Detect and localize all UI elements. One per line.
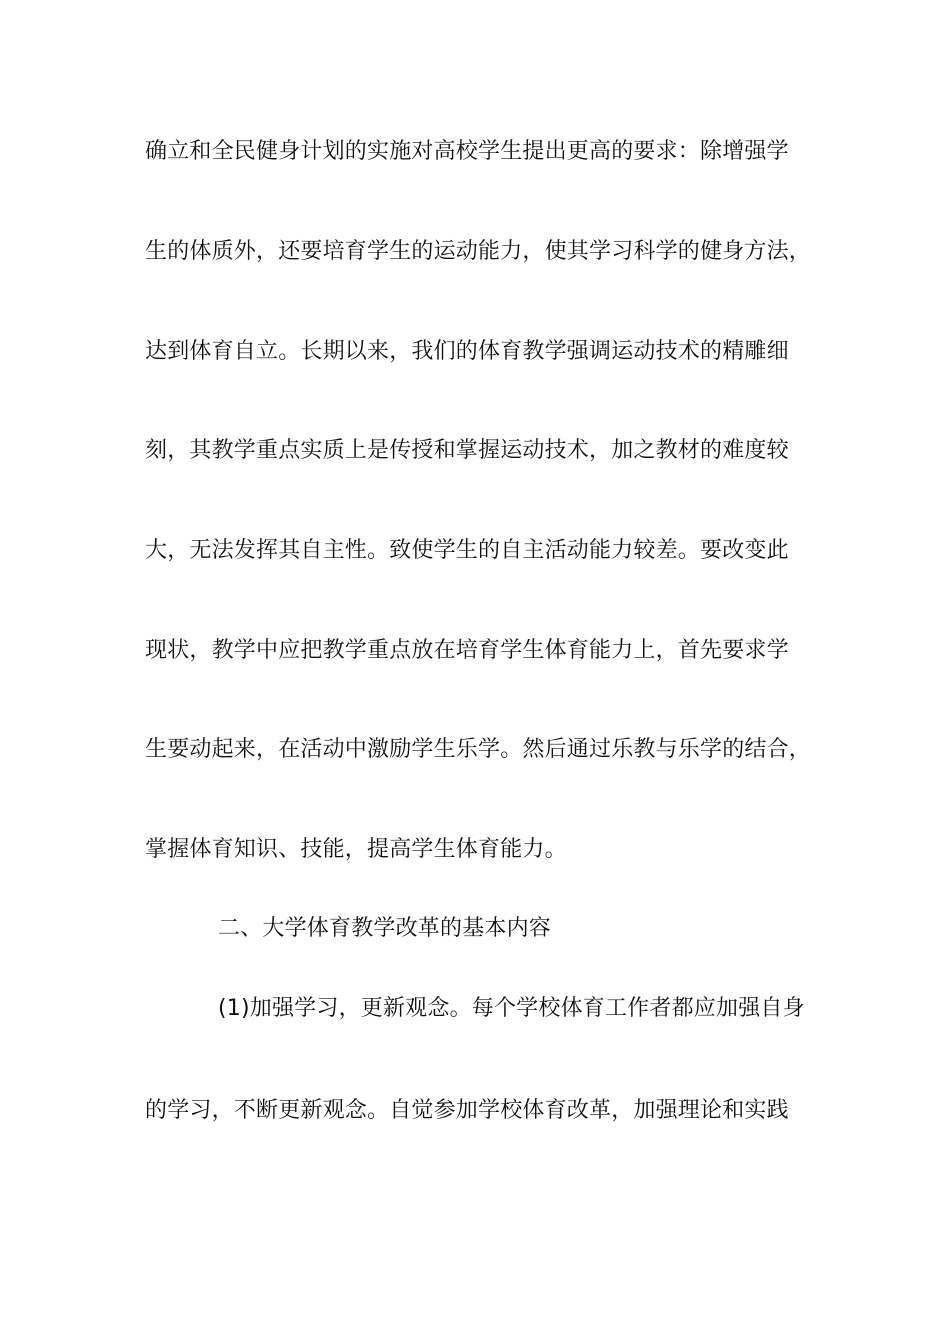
paragraph-line: 刻，其教学重点实质上是传授和掌握运动技术，加之教材的难度较 xyxy=(145,438,789,463)
section-heading: 二、大学体育教学改革的基本内容 xyxy=(218,916,552,941)
paragraph-line: 生的体质外，还要培育学生的运动能力，使其学习科学的健身方法， xyxy=(145,239,812,264)
paragraph-line: 达到体育自立。长期以来，我们的体育教学强调运动技术的精雕细 xyxy=(145,339,789,364)
paragraph-line: 现状，教学中应把教学重点放在培育学生体育能力上，首先要求学 xyxy=(145,638,789,663)
paragraph-line: 掌握体育知识、技能，提高学生体育能力。 xyxy=(145,837,567,862)
paragraph-line: 大，无法发挥其自主性。致使学生的自主活动能力较差。要改变此 xyxy=(145,538,789,563)
paragraph-line: (1)加强学习，更新观念。每个学校体育工作者都应加强自身 xyxy=(218,996,805,1021)
paragraph-line: 生要动起来，在活动中激励学生乐学。然后通过乐教与乐学的结合， xyxy=(145,737,812,762)
paragraph-line: 确立和全民健身计划的实施对高校学生提出更高的要求：除增强学 xyxy=(145,139,789,164)
paragraph-line: 的学习，不断更新观念。自觉参加学校体育改革，加强理论和实践 xyxy=(145,1098,789,1123)
